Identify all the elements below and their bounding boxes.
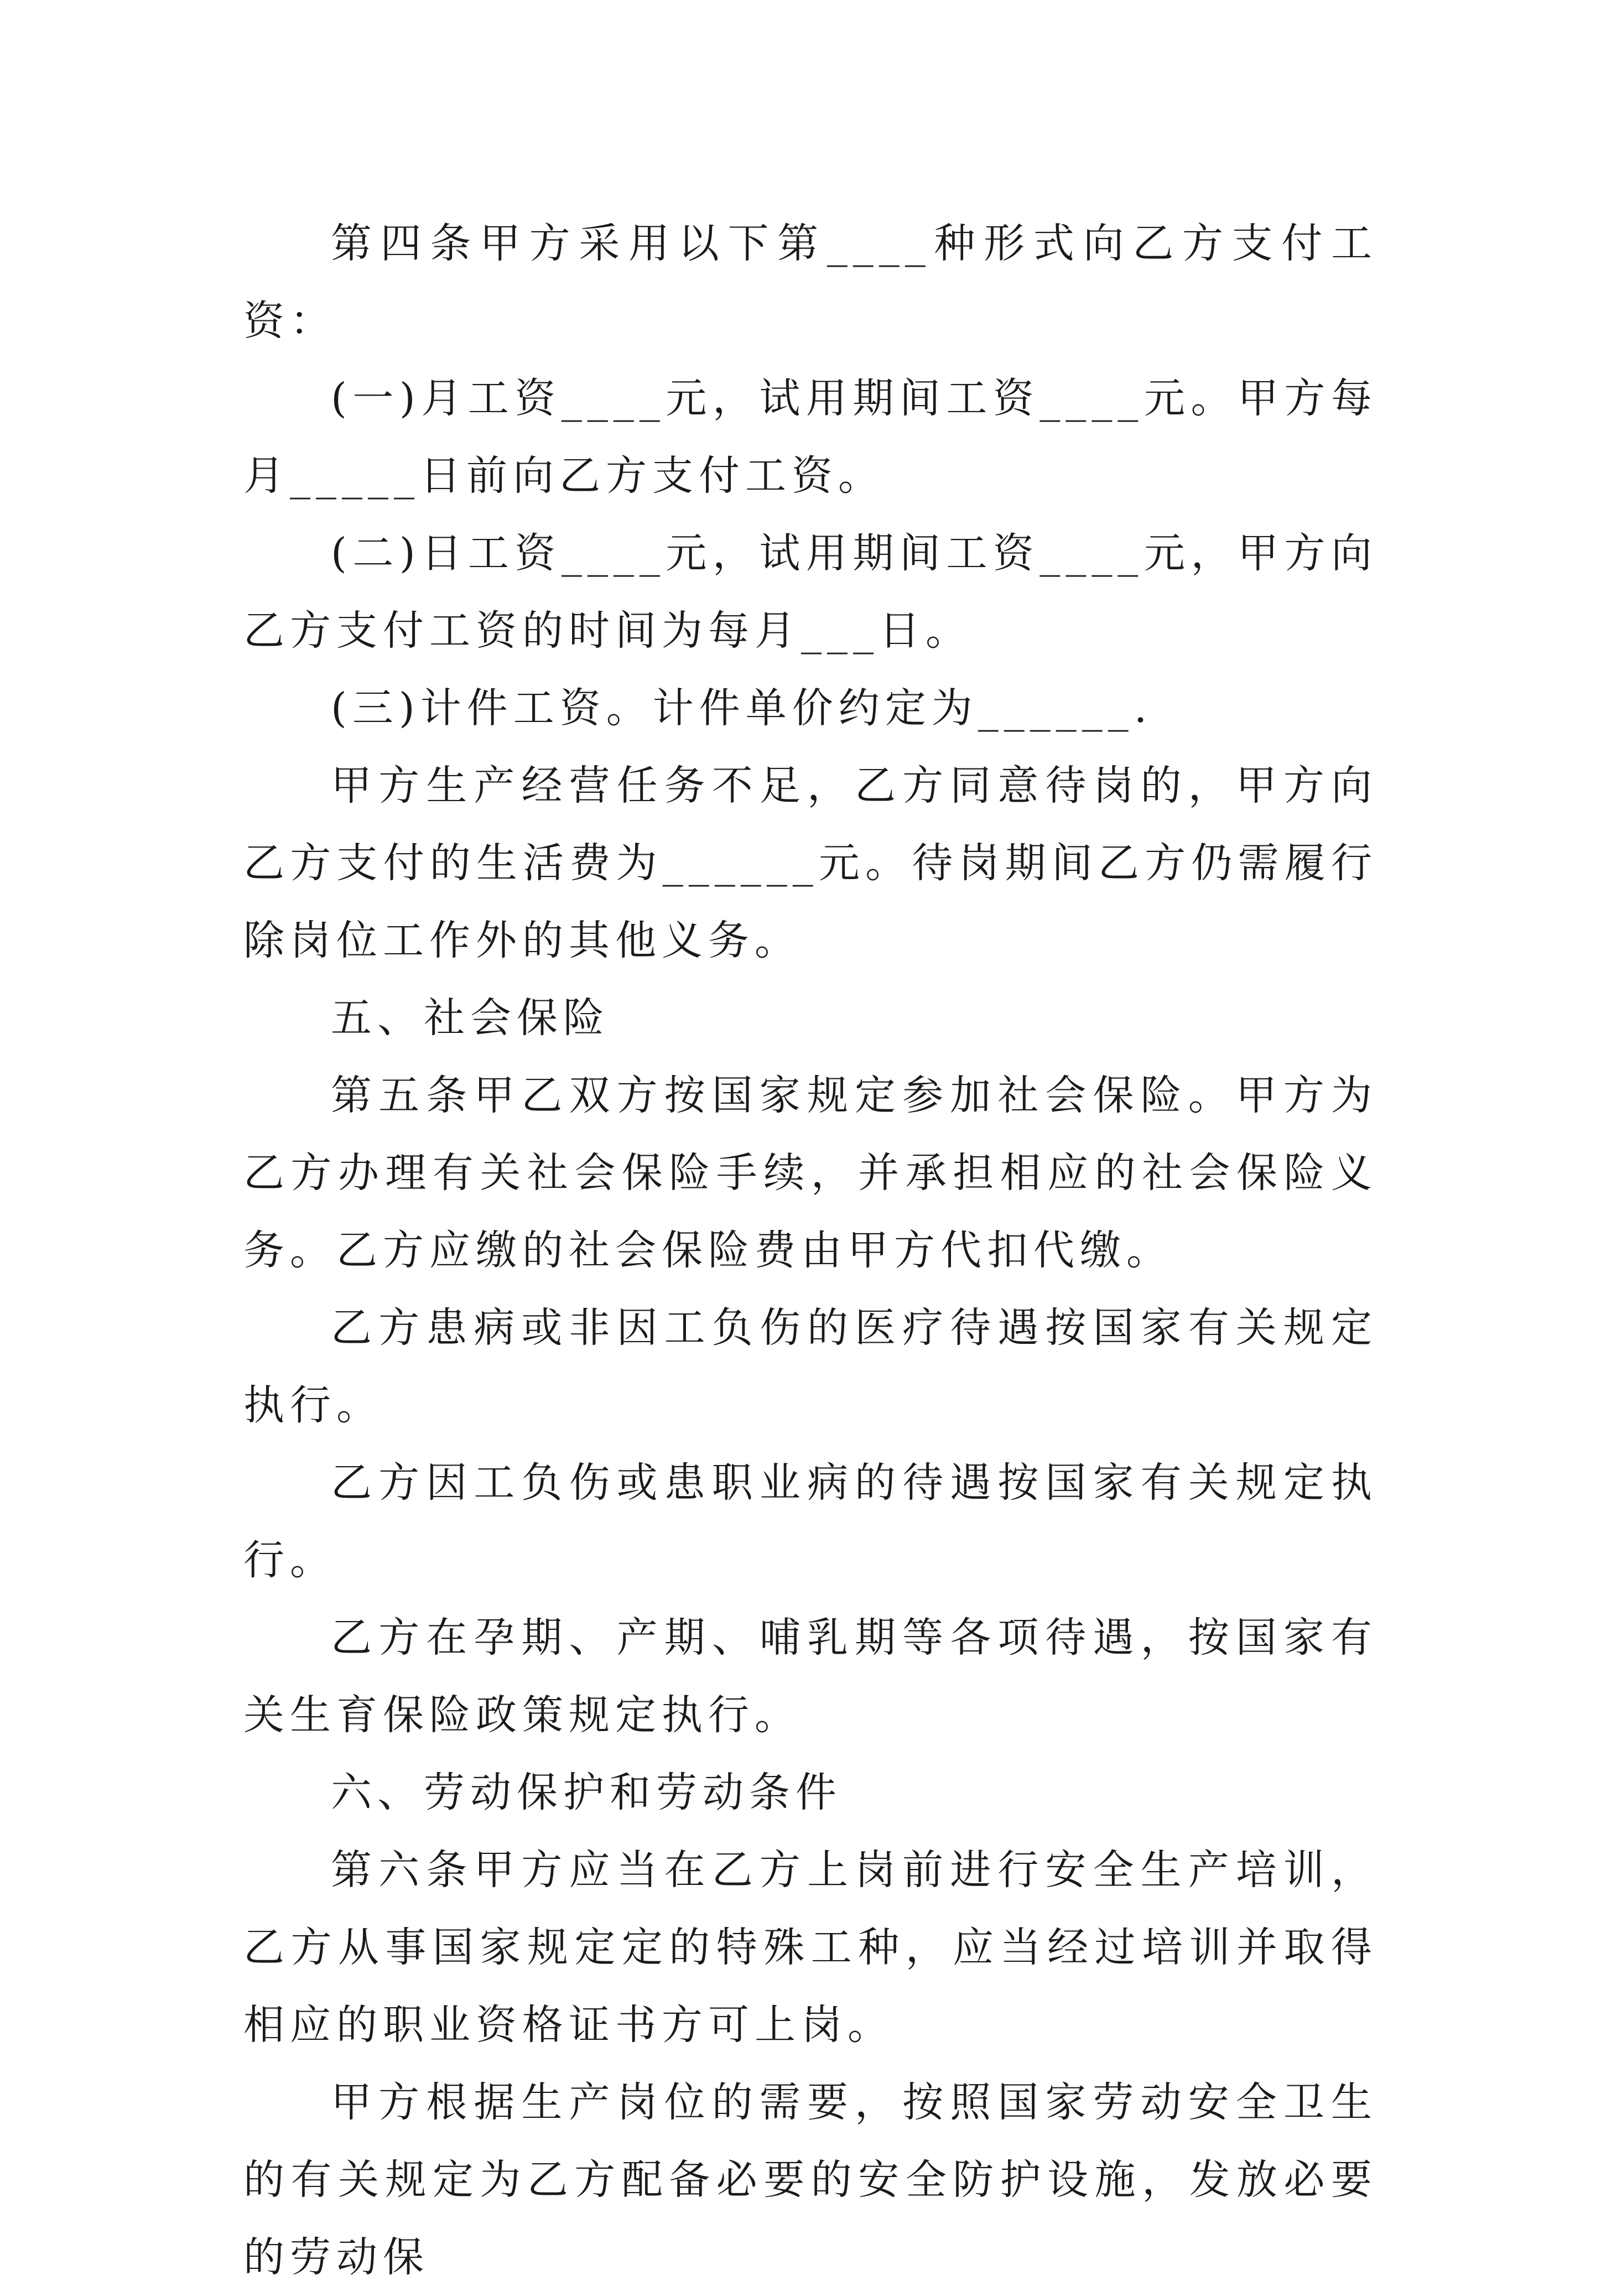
daily-wage-paragraph: (二)日工资____元，试用期间工资____元，甲方向乙方支付工资的时间为每月___日。 <box>243 529 1378 654</box>
work-injury-paragraph: 乙方因工负伤或患职业病的待遇按国家有关规定执行。 <box>243 1459 1378 1584</box>
document-body <box>243 205 1378 2296</box>
illness-treatment-paragraph: 乙方患病或非因工负伤的医疗待遇按国家有关规定执行。 <box>243 1304 1378 1429</box>
maternity-paragraph: 乙方在孕期、产期、哺乳期等各项待遇，按国家有关生育保险政策规定执行。 <box>243 1614 1378 1739</box>
section-heading-social-insurance: 五、社会保险 <box>331 994 610 1042</box>
monthly-wage-paragraph: (一)月工资____元，试用期间工资____元。甲方每月_____日前向乙方支付工资。 <box>243 375 1378 500</box>
section-heading-labor-protection: 六、劳动保护和劳动条件 <box>331 1769 842 1816</box>
article-4-paragraph: 第四条甲方采用以下第____种形式向乙方支付工资： <box>243 220 1378 345</box>
article-5-paragraph: 第五条甲乙双方按国家规定参加社会保险。甲方为乙方办理有关社会保险手续，并承担相应的社会保险义务。乙方应缴的社会保险费由甲方代扣代缴。 <box>243 1072 1378 1274</box>
safety-equipment-paragraph: 甲方根据生产岗位的需要，按照国家劳动安全卫生的有关规定为乙方配备必要的安全防护设施，发放必要的劳动保 <box>243 2079 1378 2281</box>
piece-wage-paragraph: (三)计件工资。计件单价约定为______. <box>331 684 1153 732</box>
article-6-paragraph: 第六条甲方应当在乙方上岗前进行安全生产培训，乙方从事国家规定定的特殊工种，应当经过培训并取得相应的职业资格证书方可上岗。 <box>243 1846 1378 2049</box>
standby-allowance-paragraph: 甲方生产经营任务不足，乙方同意待岗的，甲方向乙方支付的生活费为______元。待岗期间乙方仍需履行除岗位工作外的其他义务。 <box>243 762 1378 964</box>
